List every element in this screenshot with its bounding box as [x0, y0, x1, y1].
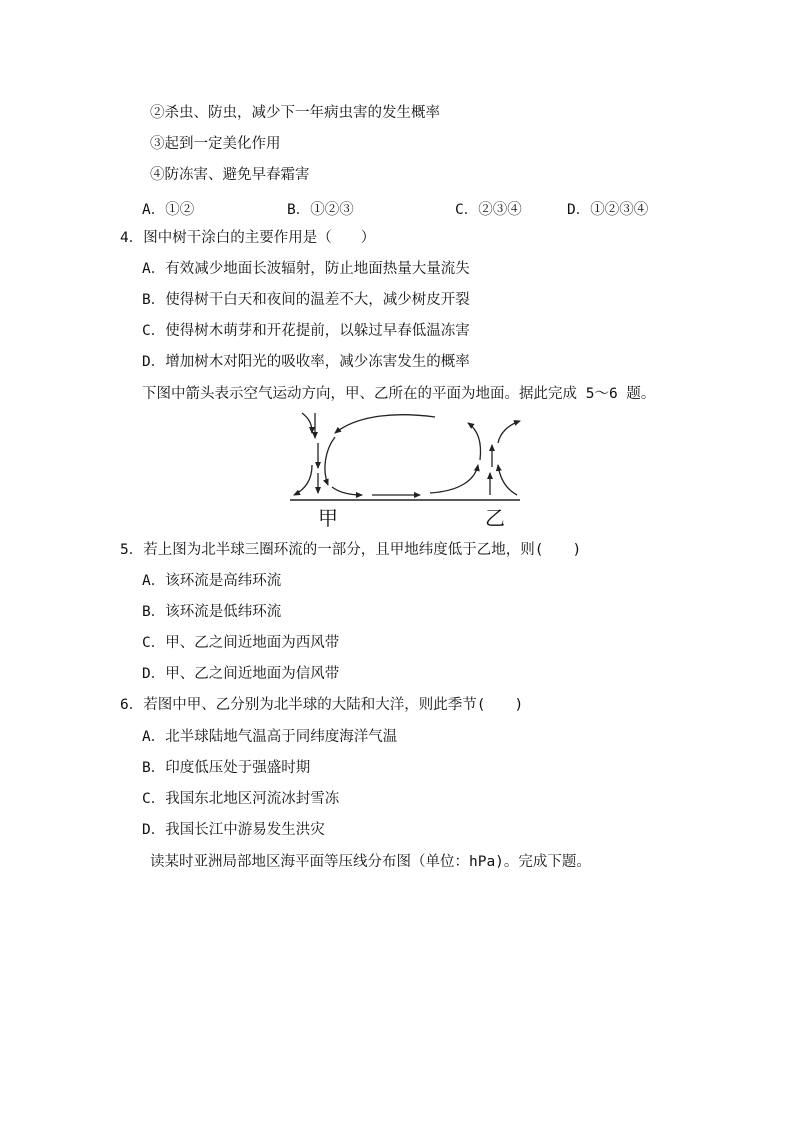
q3-option-a[interactable]: A．①② [142, 202, 195, 218]
q3-option-d[interactable]: D．①②③④ [567, 202, 649, 218]
arrow-top-flow [335, 415, 435, 433]
q6-option-b[interactable]: B．印度低压处于强盛时期 [142, 760, 311, 776]
q5-option-d[interactable]: D．甲、乙之间近地面为信风带 [142, 666, 340, 682]
arrow-bottom-curve-right [430, 465, 478, 493]
q4-option-d[interactable]: D．增加树木对阳光的吸收率，减少冻害发生的概率 [142, 354, 470, 370]
intro-5-6: 下图中箭头表示空气运动方向，甲、乙所在的平面为地面。据此完成 5～6 题。 [142, 386, 656, 402]
q4-option-c[interactable]: C．使得树木萌芽和开花提前，以躲过早春低温冻害 [142, 323, 470, 339]
q4-option-b[interactable]: B．使得树干白天和夜间的温差不大，减少树皮开裂 [142, 292, 470, 308]
q4-stem: 4．图中树干涂白的主要作用是（ ） [120, 230, 376, 246]
arrow-right-outer-bottom [498, 465, 517, 495]
circulation-diagram [280, 405, 530, 530]
intro-next: 读某时亚洲局部地区海平面等压线分布图（单位：hPa)。完成下题。 [150, 854, 591, 870]
arrow-left-outer-top [302, 413, 312, 433]
q5-stem: 5．若上图为北半球三圈环流的一部分，且甲地纬度低于乙地，则( ) [120, 542, 582, 558]
q6-option-d[interactable]: D．我国长江中游易发生洪灾 [142, 822, 325, 838]
q5-option-b[interactable]: B．该环流是低纬环流 [142, 604, 282, 620]
arrow-left-outer-bottom [294, 465, 312, 495]
q3-option-b[interactable]: B．①②③ [287, 202, 354, 218]
arrow-bottom-curve-left [332, 487, 362, 495]
label-yi: 乙 [485, 506, 505, 530]
continued-item-2: ②杀虫、防虫，减少下一年病虫害的发生概率 [150, 105, 440, 121]
q6-option-c[interactable]: C．我国东北地区河流冰封雪冻 [142, 791, 340, 807]
q6-stem: 6．若图中甲、乙分别为北半球的大陆和大洋，则此季节( ) [120, 697, 524, 713]
label-jia: 甲 [318, 506, 338, 530]
q4-option-a[interactable]: A．有效减少地面长波辐射，防止地面热量大量流失 [142, 261, 470, 277]
arrow-left-down-curve [325, 437, 335, 485]
q5-option-c[interactable]: C．甲、乙之间近地面为西风带 [142, 635, 340, 651]
arrow-right-up-curve [468, 423, 481, 460]
continued-item-4: ④防冻害、避免早春霜害 [150, 167, 310, 183]
q6-option-a[interactable]: A．北半球陆地气温高于同纬度海洋气温 [142, 729, 398, 745]
arrow-right-outer-top [498, 421, 520, 443]
q3-options [0, 198, 794, 216]
continued-item-3: ③起到一定美化作用 [150, 136, 281, 152]
q3-option-c[interactable]: C．②③④ [455, 202, 522, 218]
q5-option-a[interactable]: A．该环流是高纬环流 [142, 573, 282, 589]
